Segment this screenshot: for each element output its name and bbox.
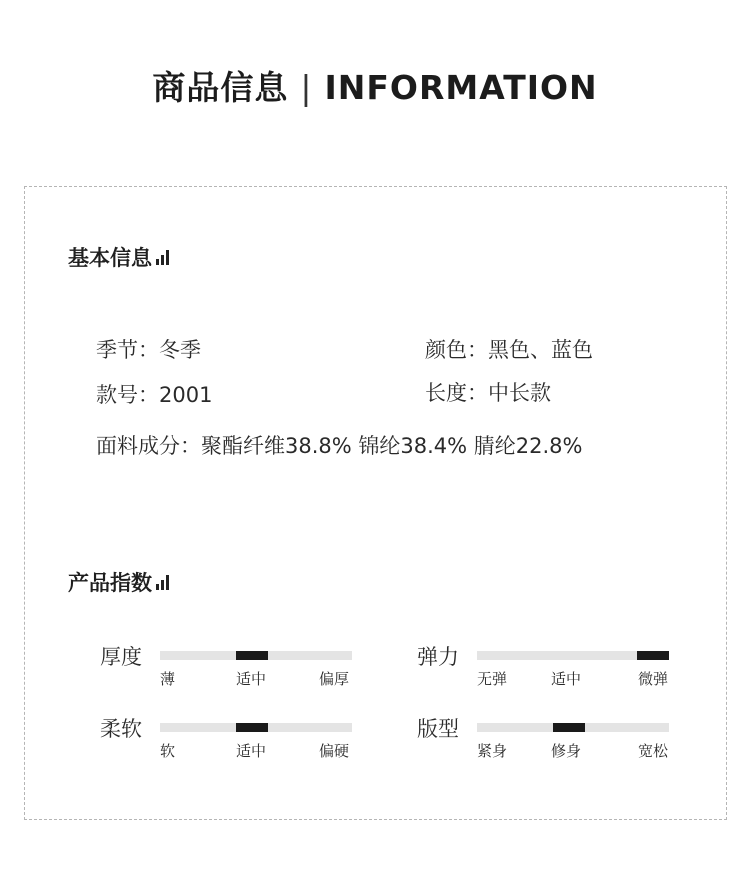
fabric-field: 面料成分：聚酯纤维38.8% 锦纶38.4% 腈纶22.8% xyxy=(96,434,583,458)
elasticity-label: 弹力 xyxy=(417,645,459,669)
elasticity-scale-mid: 适中 xyxy=(551,670,582,688)
elasticity-scale-min: 无弹 xyxy=(477,670,508,688)
fit-scale-max: 宽松 xyxy=(638,742,669,760)
softness-scale-mid: 适中 xyxy=(236,742,267,760)
product-index-heading-text: 产品指数 xyxy=(68,571,152,595)
fit-scale-track xyxy=(477,723,669,732)
color-field: 颜色：黑色、蓝色 xyxy=(425,338,593,362)
style-number-field: 款号：2001 xyxy=(96,383,213,407)
softness-scale-track xyxy=(160,723,352,732)
title-separator: | xyxy=(300,68,313,107)
thickness-scale-min: 薄 xyxy=(160,670,176,688)
elasticity-marker xyxy=(637,651,669,660)
bar-chart-icon xyxy=(156,575,172,590)
softness-marker xyxy=(236,723,268,732)
softness-scale-max: 偏硬 xyxy=(319,742,350,760)
thickness-scale-track xyxy=(160,651,352,660)
product-index-heading xyxy=(68,567,172,597)
thickness-scale-mid: 适中 xyxy=(236,670,267,688)
elasticity-scale-max: 微弹 xyxy=(638,670,669,688)
page-title-en: INFORMATION xyxy=(324,68,598,107)
thickness-marker xyxy=(236,651,268,660)
fit-marker xyxy=(553,723,585,732)
basic-info-heading xyxy=(68,242,172,272)
softness-label: 柔软 xyxy=(100,717,142,741)
season-field: 季节：冬季 xyxy=(96,338,201,362)
fit-scale-mid: 修身 xyxy=(551,742,582,760)
fit-label: 版型 xyxy=(417,717,459,741)
page-title xyxy=(0,62,750,109)
thickness-scale-max: 偏厚 xyxy=(319,670,350,688)
length-field: 长度：中长款 xyxy=(425,381,551,405)
basic-info-heading-text: 基本信息 xyxy=(68,246,152,270)
elasticity-scale-track xyxy=(477,651,669,660)
page-title-cn: 商品信息 xyxy=(152,68,289,107)
thickness-label: 厚度 xyxy=(100,645,142,669)
fit-scale-min: 紧身 xyxy=(477,742,508,760)
softness-scale-min: 软 xyxy=(160,742,176,760)
bar-chart-icon xyxy=(156,250,172,265)
